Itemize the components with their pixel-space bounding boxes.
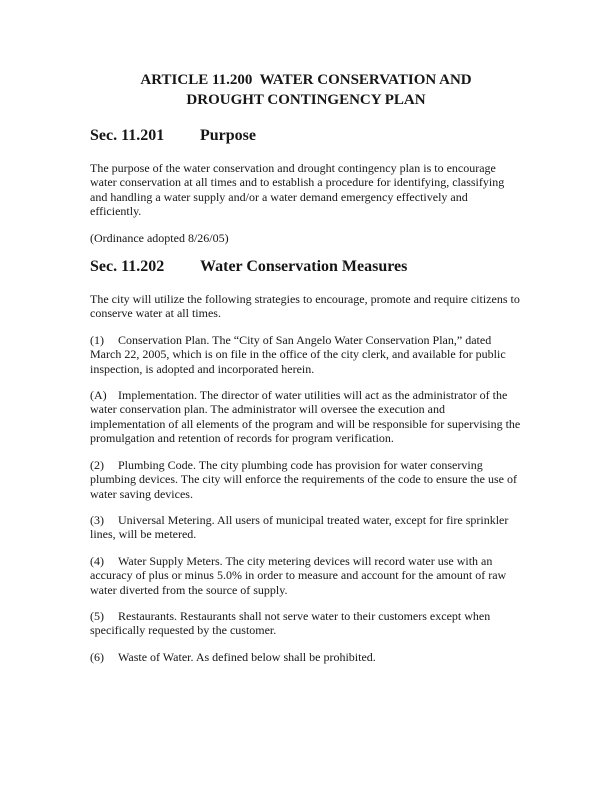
- list-item-6: [90, 650, 522, 664]
- article-title: [90, 70, 522, 110]
- section-heading-11-201: [90, 126, 522, 145]
- section-title: Purpose: [200, 127, 256, 144]
- article-title-line1: ARTICLE 11.200 WATER CONSERVATION AND: [140, 72, 472, 88]
- item-text: Conservation Plan. The “City of San Angelo Water Conservation Plan,” dated March 22, 2005, which is on file in the office of the city clerk, and available for public inspection, is adopted and incorporated herein.: [90, 332, 506, 376]
- section-number: Sec. 11.201: [90, 127, 165, 144]
- item-text: Restaurants. Restaurants shall not serve water to their customers except when specifically requested by the customer.: [90, 608, 491, 638]
- section-heading-11-202: [90, 257, 522, 276]
- item-label: (6): [90, 649, 104, 664]
- section-number: Sec. 11.202: [90, 258, 165, 276]
- list-item-4: [90, 554, 522, 597]
- item-label: (5): [90, 608, 104, 623]
- list-item-2: [90, 458, 522, 501]
- item-text: Waste of Water. As defined below shall be prohibited.: [118, 649, 376, 664]
- article-title-line2: DROUGHT CONTINGENCY PLAN: [186, 92, 426, 108]
- item-label: (A): [90, 388, 107, 403]
- item-label: (2): [90, 457, 104, 472]
- item-text: Implementation. The director of water utilities will act as the administrator of the water conservation plan. The administrator will oversee the execution and implementation of all elements of the program and will be responsible for supervising the promulgation and retention of records for program verification.: [90, 388, 521, 446]
- item-text: Universal Metering. All users of municipal treated water, except for fire sprinkler lines, will be metered.: [90, 512, 509, 542]
- list-item-A: [90, 388, 522, 446]
- section-title: Water Conservation Measures: [200, 258, 408, 276]
- list-item-3: [90, 513, 522, 542]
- item-text: Plumbing Code. The city plumbing code has provision for water conserving plumbing devices. The city will enforce the requirements of the code to ensure the use of water saving devices.: [90, 457, 517, 501]
- item-text: Water Supply Meters. The city metering devices will record water use with an accuracy of plus or minus 5.0% in order to measure and account for the amount of raw water diverted from the source of supply.: [90, 553, 507, 597]
- ordinance-note: (Ordinance adopted 8/26/05): [90, 230, 229, 245]
- paragraph-purpose: The purpose of the water conservation and drought contingency plan is to encourage water conservation at all times and to establish a procedure for identifying, classifying and handling a water supply and/or a water demand emergency effectively and efficiently.: [90, 161, 505, 219]
- item-label: (1): [90, 332, 104, 347]
- item-label: (3): [90, 512, 104, 527]
- item-label: (4): [90, 553, 104, 568]
- paragraph-intro: The city will utilize the following strategies to encourage, promote and require citizens to conserve water at all times.: [90, 292, 520, 321]
- list-item-5: [90, 609, 522, 638]
- list-item-1: [90, 333, 522, 376]
